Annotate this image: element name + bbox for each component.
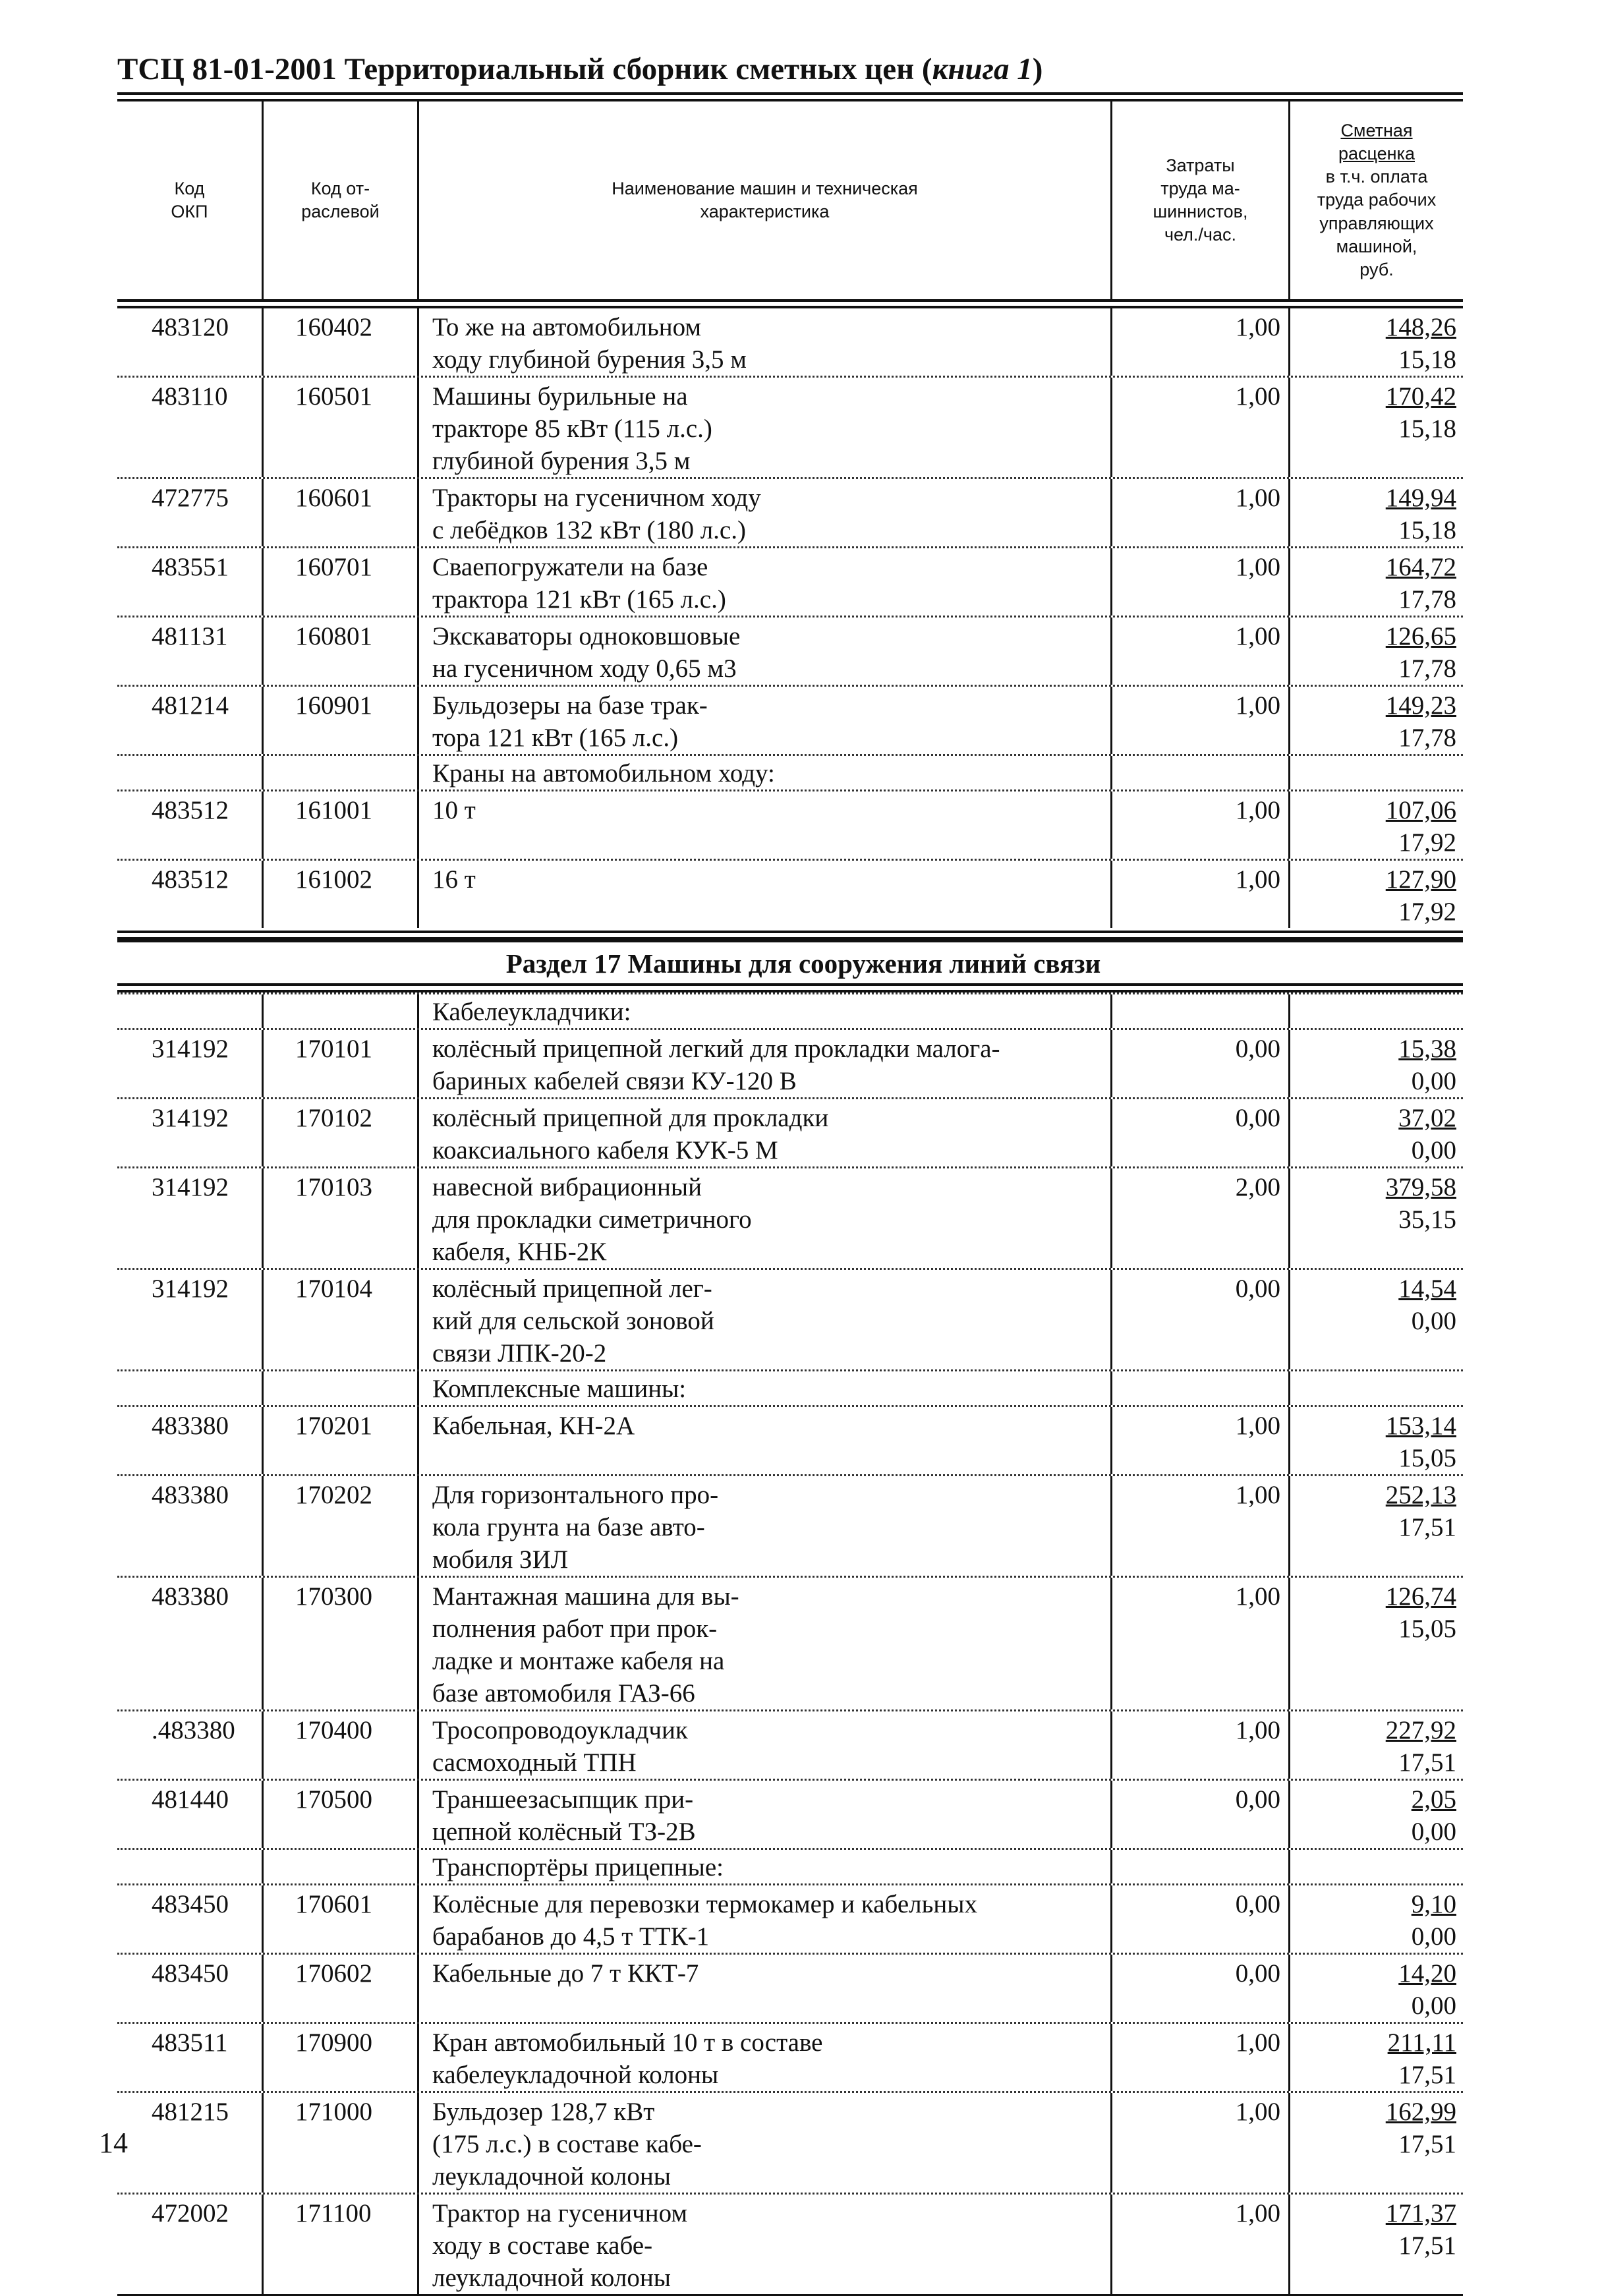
branch-code: 170202: [264, 1476, 419, 1576]
section17-rows-b: [117, 1405, 1463, 1848]
col-name-label: Наименование машин и техническая характеристика: [612, 178, 918, 221]
branch-code: 170101: [264, 1030, 419, 1097]
branch-code: 170300: [264, 1578, 419, 1709]
rate-wage: 17,78: [1398, 654, 1456, 683]
branch-code: 161002: [264, 861, 419, 928]
col-labor-header: [1112, 101, 1290, 299]
rate-total: 252,13: [1385, 1481, 1456, 1509]
machine-name: навесной вибрационный для прокладки симетричного кабеля, КНБ-2К: [419, 1168, 1112, 1268]
table-top-rule: [117, 92, 1463, 101]
header-book: книга 1: [932, 52, 1033, 86]
rate-total: 15,38: [1398, 1035, 1456, 1063]
table-row: [117, 477, 1463, 546]
rate-total: 126,74: [1385, 1582, 1456, 1611]
labor-cost: 1,00: [1112, 617, 1290, 685]
section-divider: [117, 931, 1463, 940]
machine-name: Кран автомобильный 10 т в составе кабелеукладочной колоны: [419, 2024, 1112, 2091]
labor-cost: 1,00: [1112, 1407, 1290, 1474]
subhead-row: [117, 1369, 1463, 1405]
rate-cell: [1290, 2093, 1463, 2193]
rate-cell: [1290, 1476, 1463, 1576]
rate-total: 211,11: [1387, 2028, 1456, 2057]
machine-name: Бульдозеры на базе трак- тора 121 кВт (165 л.с.): [419, 687, 1112, 754]
labor-cost: 0,00: [1112, 1781, 1290, 1848]
rate-wage: 35,15: [1398, 1205, 1456, 1234]
okp-code: 314192: [117, 1099, 264, 1166]
labor-cost: 0,00: [1112, 1270, 1290, 1369]
rate-cell: [1290, 617, 1463, 685]
col-okp-header: [117, 101, 264, 299]
branch-code: 170900: [264, 2024, 419, 2091]
branch-code: 160801: [264, 617, 419, 685]
section17-title: [117, 940, 1463, 983]
rate-cell: [1290, 548, 1463, 616]
rate-wage: 17,51: [1398, 2130, 1456, 2158]
col-rate-header: [1290, 101, 1463, 299]
okp-code: 483450: [117, 1955, 264, 2022]
labor-cost: 2,00: [1112, 1168, 1290, 1268]
table-row: [117, 616, 1463, 685]
rate-cell: [1290, 308, 1463, 376]
table-header-rule: [117, 299, 1463, 308]
branch-code: 160701: [264, 548, 419, 616]
okp-code: 483380: [117, 1476, 264, 1576]
rate-wage: 17,92: [1398, 828, 1456, 857]
rate-total: 149,94: [1385, 484, 1456, 512]
branch-code: 170103: [264, 1168, 419, 1268]
machine-name: Тракторы на гусеничном ходу с лебёдков 132 кВт (180 л.с.): [419, 479, 1112, 546]
rate-cell: [1290, 1781, 1463, 1848]
col-branch-header: [264, 101, 419, 299]
table-row: [117, 1953, 1463, 2022]
rate-total: 14,54: [1398, 1275, 1456, 1303]
table-row: [117, 376, 1463, 477]
section17-title-text: Раздел 17 Машины для сооружения линий связи: [505, 948, 1101, 979]
rate-cell: [1290, 378, 1463, 477]
rate-total: 227,92: [1385, 1716, 1456, 1744]
branch-code: 170500: [264, 1781, 419, 1848]
okp-code: 472002: [117, 2195, 264, 2294]
table-row: [117, 1405, 1463, 1474]
labor-cost: 1,00: [1112, 861, 1290, 928]
rate-total: 14,20: [1398, 1959, 1456, 1988]
rate-cell: [1290, 1578, 1463, 1709]
branch-code: 160402: [264, 308, 419, 376]
branch-code: 170601: [264, 1885, 419, 1953]
rate-wage: 0,00: [1411, 1992, 1456, 2020]
branch-code: 160501: [264, 378, 419, 477]
price-table: [117, 92, 1463, 2296]
subhead-cablelayers: Кабелеукладчики:: [419, 994, 1112, 1028]
branch-code: 170102: [264, 1099, 419, 1166]
labor-cost: 1,00: [1112, 548, 1290, 616]
labor-cost: 1,00: [1112, 1711, 1290, 1779]
subhead-cranes: Краны на автомобильном ходу:: [419, 756, 1112, 789]
page-number: 14: [99, 2127, 128, 2159]
okp-code: 314192: [117, 1270, 264, 1369]
okp-code: 483511: [117, 2024, 264, 2091]
rate-cell: [1290, 687, 1463, 754]
rate-cell: [1290, 1168, 1463, 1268]
rate-total: 164,72: [1385, 553, 1456, 581]
machine-name: Тросопроводоукладчик сасмоходный ТПН: [419, 1711, 1112, 1779]
table-row: [117, 1097, 1463, 1166]
col-rate-sub: в т.ч. оплата труда рабочих управляющих машиной, руб.: [1317, 167, 1437, 279]
section16-rows: [117, 308, 1463, 754]
labor-cost: 0,00: [1112, 1099, 1290, 1166]
machine-name: Кабельные до 7 т ККТ-7: [419, 1955, 1112, 2022]
branch-code: 160601: [264, 479, 419, 546]
machine-name: колёсный прицепной лег- кий для сельской зоновой связи ЛПК-20-2: [419, 1270, 1112, 1369]
labor-cost: 0,00: [1112, 1885, 1290, 1953]
labor-cost: 0,00: [1112, 1030, 1290, 1097]
rate-wage: 17,51: [1398, 1748, 1456, 1777]
rate-total: 153,14: [1385, 1412, 1456, 1440]
machine-name: Машины бурильные на тракторе 85 кВт (115 л.с.) глубиной бурения 3,5 м: [419, 378, 1112, 477]
machine-name: Трактор на гусеничном ходу в составе кабе- леукладочной колоны: [419, 2195, 1112, 2294]
col-labor-label: Затраты труда ма- шиннистов, чел./час.: [1153, 155, 1248, 245]
rate-wage: 0,00: [1411, 1136, 1456, 1164]
rate-cell: [1290, 861, 1463, 928]
labor-cost: 1,00: [1112, 1476, 1290, 1576]
table-row: [117, 1166, 1463, 1268]
machine-name: 16 т: [419, 861, 1112, 928]
section17-rows-a: [117, 1028, 1463, 1369]
rate-total: 170,42: [1385, 382, 1456, 411]
rate-wage: 0,00: [1411, 1818, 1456, 1846]
branch-code: 170400: [264, 1711, 419, 1779]
machine-name: Траншеезасыпщик при- цепной колёсный ТЗ-2В: [419, 1781, 1112, 1848]
rate-cell: [1290, 1711, 1463, 1779]
rate-total: 149,23: [1385, 691, 1456, 720]
table-row: [117, 789, 1463, 859]
branch-code: 170602: [264, 1955, 419, 2022]
machine-name: Кабельная, КН-2А: [419, 1407, 1112, 1474]
col-okp-label: Код ОКП: [171, 178, 208, 221]
okp-code: 314192: [117, 1168, 264, 1268]
col-branch-label: Код от- раслевой: [301, 178, 380, 221]
subhead-transporters: Транспортёры прицепные:: [419, 1850, 1112, 1883]
branch-code: 170104: [264, 1270, 419, 1369]
subhead-row: [117, 992, 1463, 1028]
table-row: [117, 1883, 1463, 1953]
okp-code: 481440: [117, 1781, 264, 1848]
table-row: [117, 2022, 1463, 2091]
table-row: [117, 546, 1463, 616]
machine-name: Для горизонтального про- кола грунта на базе авто- мобиля ЗИЛ: [419, 1476, 1112, 1576]
machine-name: колёсный прицепной для прокладки коаксиального кабеля КУК-5 М: [419, 1099, 1112, 1166]
rate-wage: 15,18: [1398, 516, 1456, 544]
table-row: [117, 1028, 1463, 1097]
rate-wage: 15,05: [1398, 1615, 1456, 1643]
rate-wage: 17,78: [1398, 724, 1456, 752]
labor-cost: 1,00: [1112, 791, 1290, 859]
okp-code: 483450: [117, 1885, 264, 1953]
machine-name: Бульдозер 128,7 кВт (175 л.с.) в составе кабе- леукладочной колоны: [419, 2093, 1112, 2193]
rate-total: 37,02: [1398, 1104, 1456, 1132]
machine-name: Мантажная машина для вы- полнения работ при прок- ладке и монтаже кабеля на базе автомобиля ГАЗ-66: [419, 1578, 1112, 1709]
rate-wage: 17,78: [1398, 585, 1456, 614]
branch-code: 170201: [264, 1407, 419, 1474]
labor-cost: 1,00: [1112, 2024, 1290, 2091]
subhead-complex: Комплексные машины:: [419, 1371, 1112, 1405]
rate-total: 2,05: [1411, 1785, 1456, 1814]
rate-cell: [1290, 1407, 1463, 1474]
okp-code: 483512: [117, 791, 264, 859]
labor-cost: 1,00: [1112, 687, 1290, 754]
okp-code: 472775: [117, 479, 264, 546]
rate-total: 9,10: [1411, 1890, 1456, 1918]
okp-code: 481214: [117, 687, 264, 754]
okp-code: 481131: [117, 617, 264, 685]
branch-code: 171000: [264, 2093, 419, 2193]
page-header: [117, 51, 1043, 87]
rate-wage: 15,18: [1398, 415, 1456, 443]
rate-total: 148,26: [1385, 313, 1456, 341]
branch-code: 160901: [264, 687, 419, 754]
labor-cost: 1,00: [1112, 378, 1290, 477]
labor-cost: 0,00: [1112, 1955, 1290, 2022]
rate-cell: [1290, 1955, 1463, 2022]
rate-total: 126,65: [1385, 622, 1456, 650]
rate-total: 162,99: [1385, 2098, 1456, 2126]
rate-wage: 17,51: [1398, 1513, 1456, 1541]
machine-name: Колёсные для перевозки термокамер и кабельных барабанов до 4,5 т ТТК-1: [419, 1885, 1112, 1953]
table-row: [117, 1268, 1463, 1369]
okp-code: 483110: [117, 378, 264, 477]
rate-total: 127,90: [1385, 865, 1456, 894]
table-row: [117, 685, 1463, 754]
labor-cost: 1,00: [1112, 2093, 1290, 2193]
col-rate-title: Сметная расценка: [1338, 121, 1415, 164]
rate-wage: 17,92: [1398, 898, 1456, 926]
subhead-row: [117, 1848, 1463, 1883]
machine-name: Экскаваторы одноковшовые на гусеничном ходу 0,65 м3: [419, 617, 1112, 685]
okp-code: 483380: [117, 1578, 264, 1709]
okp-code: 483512: [117, 861, 264, 928]
header-prefix: ТСЦ 81-01-2001 Территориальный сборник сметных цен (: [117, 52, 932, 86]
rate-cell: [1290, 479, 1463, 546]
table-header: [117, 101, 1463, 299]
branch-code: 171100: [264, 2195, 419, 2294]
machine-name: Сваепогружатели на базе трактора 121 кВт (165 л.с.): [419, 548, 1112, 616]
okp-code: 314192: [117, 1030, 264, 1097]
machine-name: То же на автомобильном ходу глубиной бурения 3,5 м: [419, 308, 1112, 376]
labor-cost: 1,00: [1112, 1578, 1290, 1709]
col-name-header: [419, 101, 1112, 299]
rate-wage: 15,18: [1398, 345, 1456, 374]
table-row: [117, 308, 1463, 376]
labor-cost: 1,00: [1112, 308, 1290, 376]
rate-cell: [1290, 2024, 1463, 2091]
rate-total: 107,06: [1385, 796, 1456, 824]
rate-cell: [1290, 791, 1463, 859]
okp-code: .483380: [117, 1711, 264, 1779]
rate-total: 379,58: [1385, 1173, 1456, 1201]
rate-wage: 15,05: [1398, 1444, 1456, 1472]
table-row: [117, 1576, 1463, 1709]
rate-wage: 17,51: [1398, 2061, 1456, 2089]
rate-wage: 0,00: [1411, 1067, 1456, 1095]
table-row: [117, 1779, 1463, 1848]
labor-cost: 1,00: [1112, 2195, 1290, 2294]
rate-wage: 0,00: [1411, 1922, 1456, 1951]
table-row: [117, 1709, 1463, 1779]
subhead-row: [117, 754, 1463, 789]
section17-rule: [117, 983, 1463, 992]
header-suffix: ): [1032, 52, 1043, 86]
section16-rows-b: [117, 789, 1463, 928]
okp-code: 481215: [117, 2093, 264, 2193]
okp-code: 483120: [117, 308, 264, 376]
rate-wage: 17,51: [1398, 2231, 1456, 2260]
rate-cell: [1290, 1270, 1463, 1369]
rate-total: 171,37: [1385, 2199, 1456, 2227]
table-row: [117, 859, 1463, 928]
machine-name: 10 т: [419, 791, 1112, 859]
rate-cell: [1290, 1030, 1463, 1097]
table-row: [117, 1474, 1463, 1576]
rate-cell: [1290, 1099, 1463, 1166]
rate-wage: 0,00: [1411, 1307, 1456, 1335]
rate-cell: [1290, 2195, 1463, 2294]
branch-code: 161001: [264, 791, 419, 859]
labor-cost: 1,00: [1112, 479, 1290, 546]
rate-cell: [1290, 1885, 1463, 1953]
table-row: [117, 2193, 1463, 2294]
section17-rows-c: [117, 1883, 1463, 2294]
okp-code: 483380: [117, 1407, 264, 1474]
machine-name: колёсный прицепной легкий для прокладки малога- бариных кабелей связи КУ-120 В: [419, 1030, 1112, 1097]
table-row: [117, 2091, 1463, 2193]
okp-code: 483551: [117, 548, 264, 616]
